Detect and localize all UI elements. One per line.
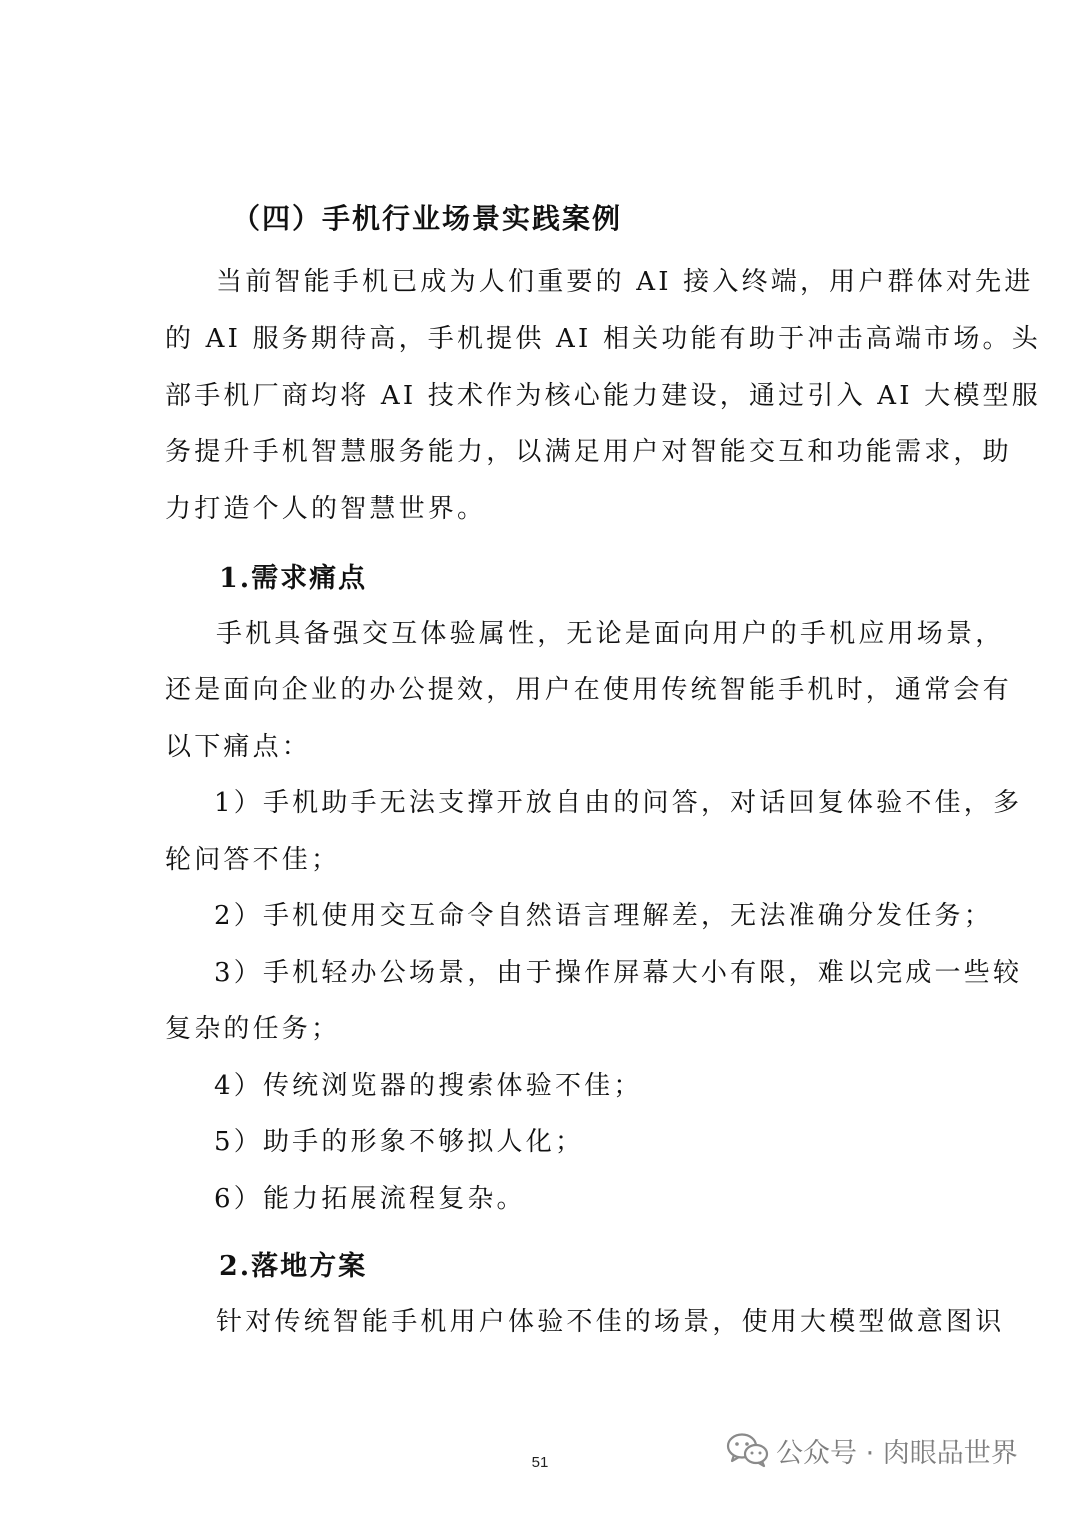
pain-points-line: 手机具备强交互体验属性，无论是面向用户的手机应用场景， xyxy=(216,619,1005,649)
page-number: 51 xyxy=(531,1454,549,1471)
pain-point-item: 3）手机轻办公场景，由于操作屏幕大小有限，难以完成一些较 xyxy=(214,958,1023,988)
intro-line: 当前智能手机已成为人们重要的 AI 接入终端，用户群体对先进 xyxy=(216,267,1034,297)
pain-point-item: 5）助手的形象不够拟人化； xyxy=(214,1127,585,1157)
solution-line: 针对传统智能手机用户体验不佳的场景，使用大模型做意图识 xyxy=(216,1307,1005,1337)
watermark xyxy=(726,1430,1018,1470)
pain-point-item: 复杂的任务； xyxy=(165,1014,341,1044)
intro-line: 部手机厂商均将 AI 技术作为核心能力建设，通过引入 AI 大模型服 xyxy=(165,381,1041,411)
pain-point-item: 轮问答不佳； xyxy=(165,845,341,875)
pain-point-item: 6）能力拓展流程复杂。 xyxy=(214,1184,526,1214)
section-title: （四）手机行业场景实践案例 xyxy=(232,202,623,235)
intro-line: 务提升手机智慧服务能力，以满足用户对智能交互和功能需求，助 xyxy=(165,437,1012,467)
pain-points-heading: 1.需求痛点 xyxy=(219,563,368,594)
pain-points-line: 以下痛点： xyxy=(165,732,312,762)
solution-heading: 2.落地方案 xyxy=(219,1251,368,1282)
pain-point-item: 4）传统浏览器的搜索体验不佳； xyxy=(214,1071,643,1101)
wechat-icon xyxy=(726,1432,770,1468)
pain-point-item: 1）手机助手无法支撑开放自由的问答，对话回复体验不佳，多 xyxy=(214,788,1023,818)
watermark-text: 公众号 · 肉眼品世界 xyxy=(776,1437,1018,1469)
pain-points-line: 还是面向企业的办公提效，用户在使用传统智能手机时，通常会有 xyxy=(165,675,1012,705)
intro-line: 力打造个人的智慧世界。 xyxy=(165,494,487,524)
intro-line: 的 AI 服务期待高，手机提供 AI 相关功能有助于冲击高端市场。头 xyxy=(165,324,1041,354)
pain-point-item: 2）手机使用交互命令自然语言理解差，无法准确分发任务； xyxy=(214,901,993,931)
